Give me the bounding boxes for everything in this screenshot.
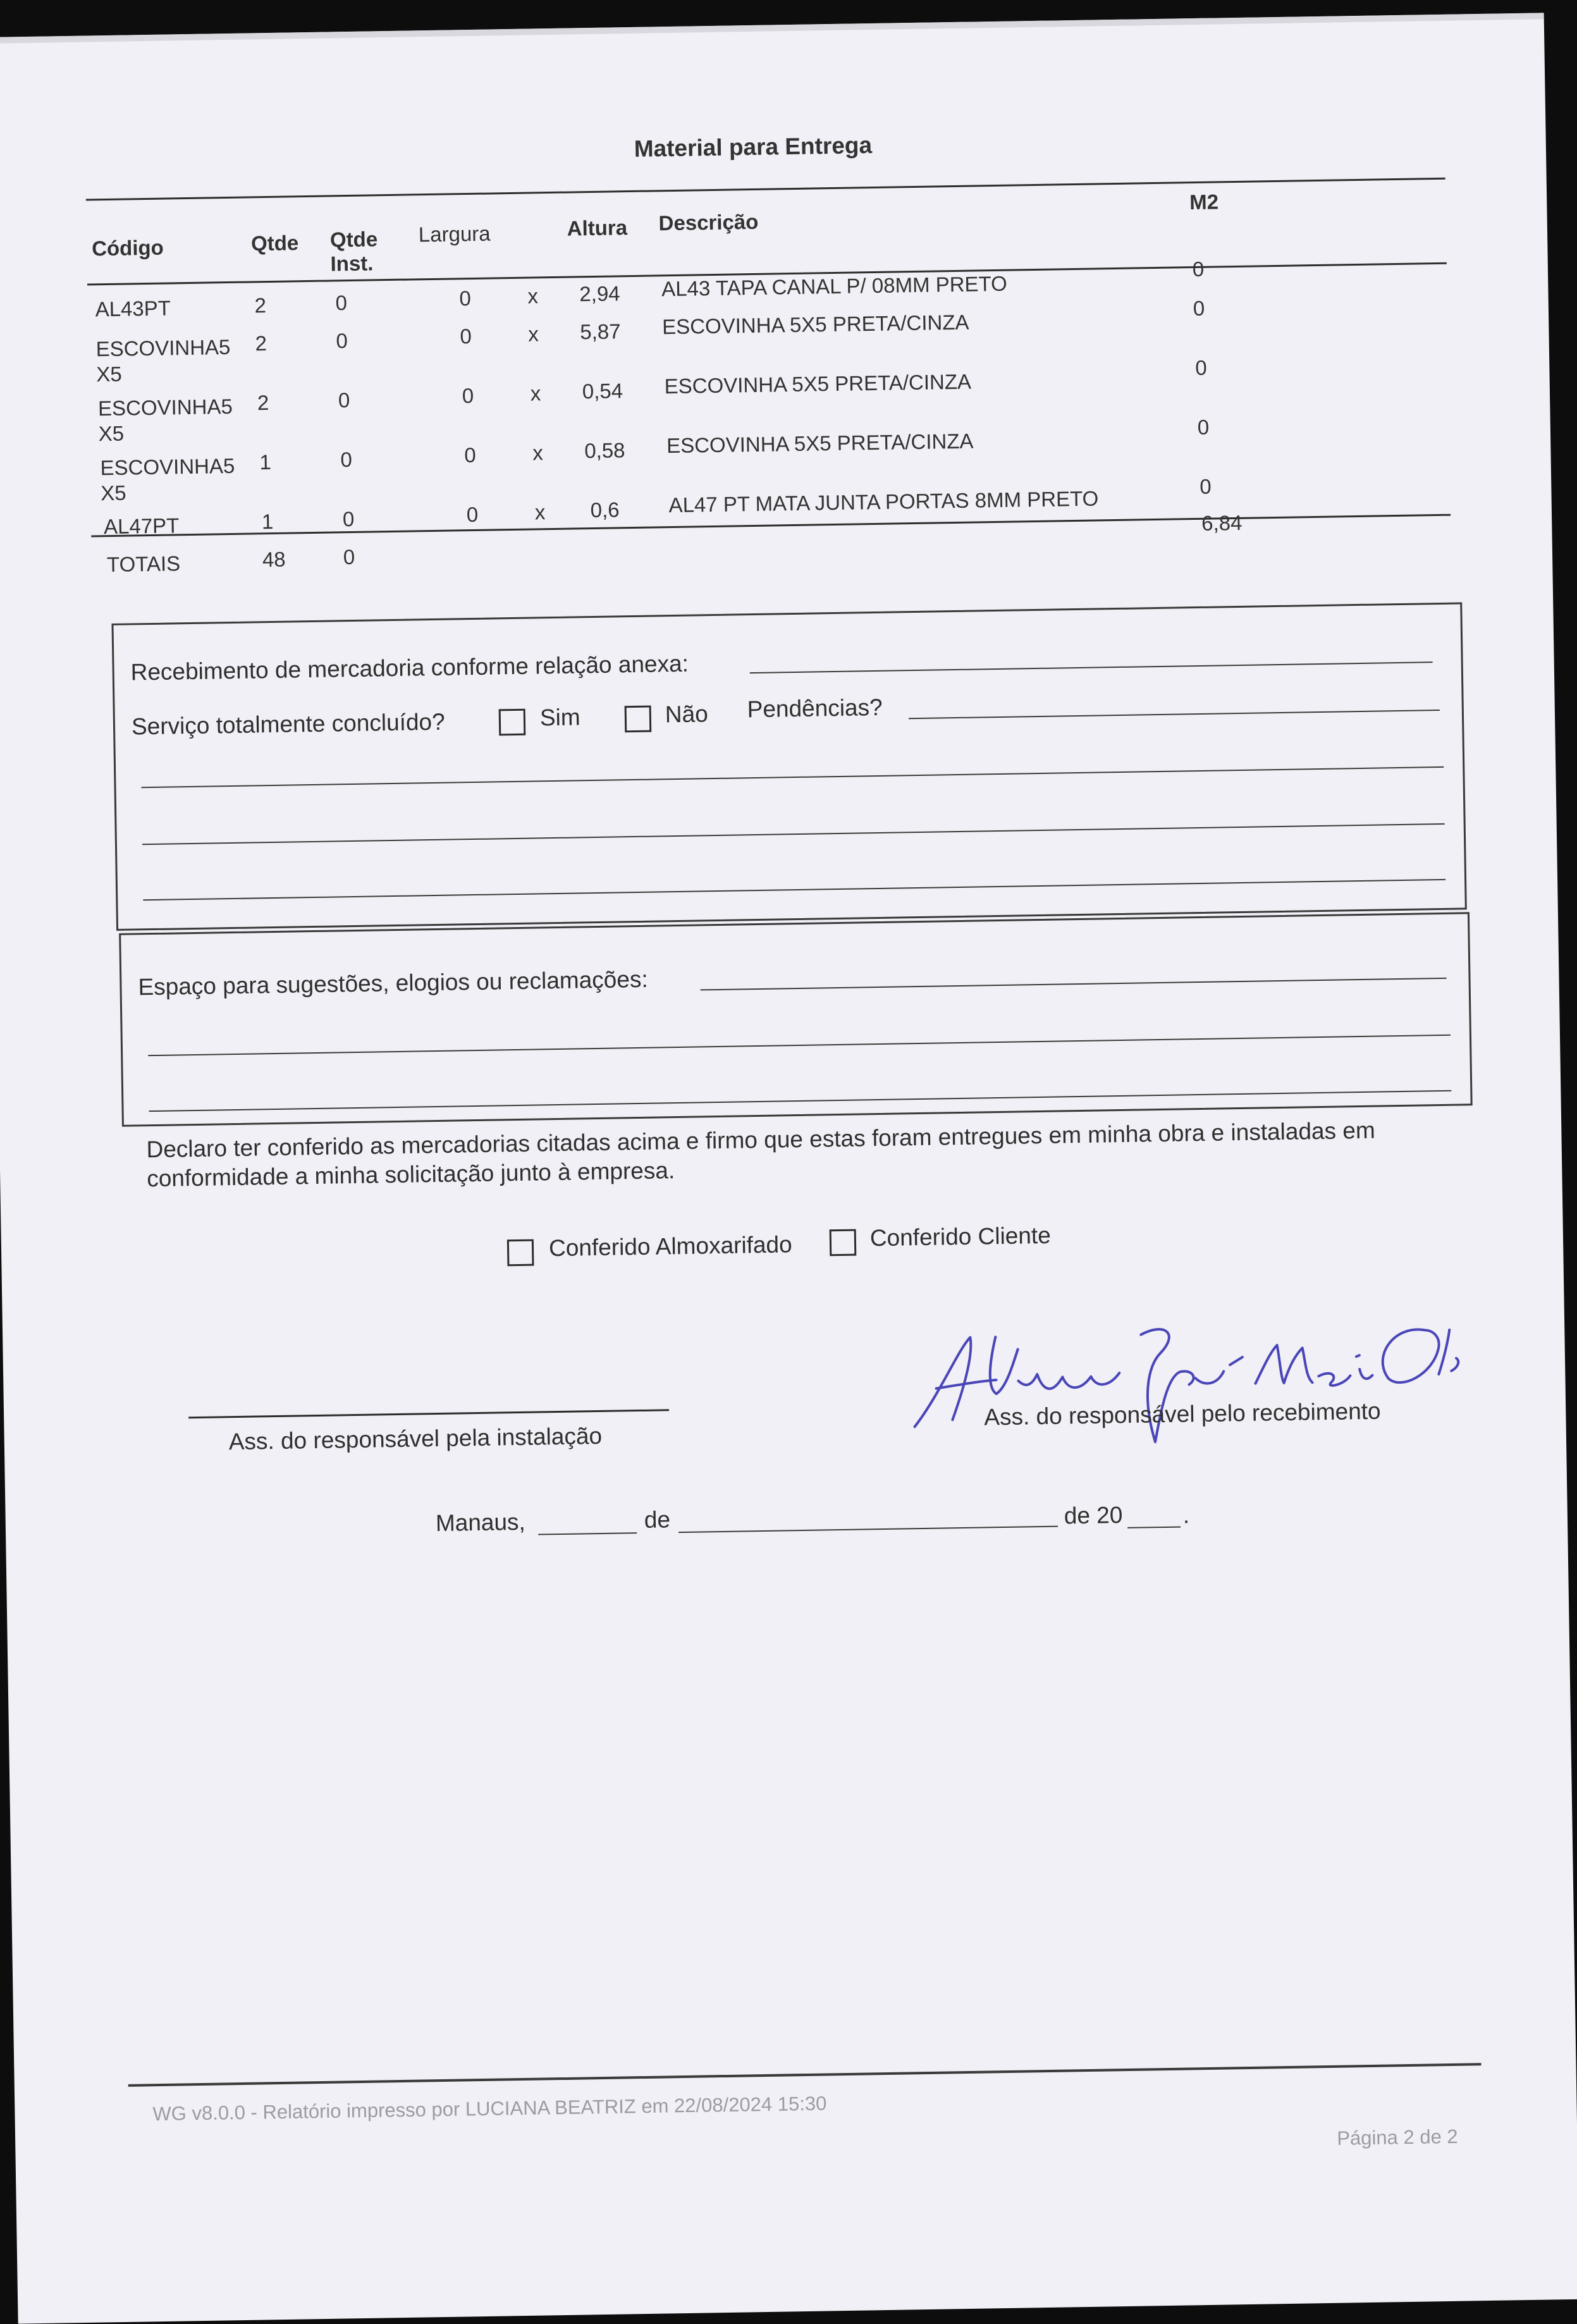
signature-stroke <box>990 1335 1120 1394</box>
conferido-almoxarifado-label: Conferido Almoxarifado <box>548 1231 792 1262</box>
suggestions-box <box>119 912 1473 1127</box>
cell-codigo: AL43PT <box>95 296 171 321</box>
footer-printed-by: WG v8.0.0 - Relatório impresso por LUCIANA BEATRIZ em 22/08/2024 15:30 <box>152 2092 827 2125</box>
cell-altura: 2,94 <box>579 281 620 306</box>
scan-edge <box>0 13 1544 44</box>
footer-page-number: Página 2 de 2 <box>1337 2125 1458 2149</box>
table-totals-rule <box>91 514 1451 538</box>
de-label-2: de 20 <box>1064 1502 1123 1529</box>
receipt-box <box>111 602 1466 930</box>
servico-label: Serviço totalmente concluído? <box>131 708 445 740</box>
nao-label: Não <box>665 701 709 728</box>
cell-x: x <box>528 322 539 346</box>
suggestions-line-2[interactable] <box>148 1035 1451 1056</box>
totals-inst: 0 <box>343 544 355 569</box>
document-page <box>0 13 1577 2323</box>
cell-m2: 0 <box>1197 415 1210 439</box>
pendencias-line-4[interactable] <box>143 879 1445 901</box>
codigo-text: ESCOVINHA5 X5 <box>95 335 231 386</box>
sim-label: Sim <box>539 704 580 731</box>
conferido-almoxarifado-checkbox[interactable] <box>507 1239 534 1267</box>
cell-x: x <box>530 381 541 405</box>
cell-descricao: AL43 TAPA CANAL P/ 08MM PRETO <box>661 271 1008 301</box>
cell-qtde: 2 <box>255 331 267 355</box>
cell-codigo <box>95 335 231 387</box>
header-descricao: Descrição <box>658 209 759 235</box>
header-largura: Largura <box>418 221 491 247</box>
cell-qtde: 1 <box>261 509 274 534</box>
cell-x: x <box>534 500 546 524</box>
totals-label: TOTAIS <box>106 551 181 577</box>
cell-qtde: 1 <box>259 450 272 474</box>
totals-m2: 6,84 <box>1201 510 1243 535</box>
cell-descricao: ESCOVINHA 5X5 PRETA/CINZA <box>664 369 972 398</box>
suggestions-line-3[interactable] <box>149 1090 1452 1112</box>
cell-largura: 0 <box>464 443 476 467</box>
cell-inst: 0 <box>340 447 353 472</box>
header-qtde: Qtde <box>250 231 299 255</box>
year-line[interactable] <box>1127 1527 1181 1528</box>
cell-altura: 0,58 <box>584 438 625 463</box>
conferido-cliente-label: Conferido Cliente <box>869 1222 1052 1251</box>
cell-descricao: ESCOVINHA 5X5 PRETA/CINZA <box>661 310 969 339</box>
day-line[interactable] <box>538 1532 637 1535</box>
header-m2: M2 <box>1189 190 1219 214</box>
cell-m2: 0 <box>1199 474 1212 498</box>
period: . <box>1182 1502 1190 1528</box>
cell-descricao: AL47 PT MATA JUNTA PORTAS 8MM PRETO <box>668 486 1099 517</box>
cell-altura: 0,6 <box>590 498 620 522</box>
installer-signature-line[interactable] <box>188 1409 669 1418</box>
cell-x: x <box>527 284 539 308</box>
cell-altura: 5,87 <box>580 319 621 344</box>
cell-codigo <box>100 453 235 506</box>
recebimento-line[interactable] <box>750 661 1433 673</box>
table-top-rule <box>86 178 1445 201</box>
declaration-text: Declaro ter conferido as mercadorias citadas acima e firmo que estas foram entregues em minha obra e instaladas em conformidade a minha solicitação junto à empresa. <box>146 1117 1376 1192</box>
cell-m2: 0 <box>1195 355 1207 379</box>
receiver-signature-label: Ass. do responsável pelo recebimento <box>984 1398 1381 1430</box>
cell-inst: 0 <box>335 291 348 315</box>
codigo-text: ESCOVINHA5 X5 <box>97 394 233 446</box>
suggestions-line-1[interactable] <box>701 978 1447 991</box>
cell-m2: 0 <box>1192 257 1205 281</box>
cell-largura: 0 <box>462 383 474 408</box>
conferido-cliente-checkbox[interactable] <box>830 1229 857 1257</box>
totals-qtde: 48 <box>262 547 286 572</box>
cell-codigo <box>98 394 233 446</box>
cell-largura: 0 <box>466 502 479 527</box>
sim-checkbox[interactable] <box>499 709 526 736</box>
pendencias-line-3[interactable] <box>142 823 1445 845</box>
header-codigo: Código <box>91 235 164 261</box>
cell-altura: 0,54 <box>582 379 623 403</box>
cell-inst: 0 <box>336 329 348 353</box>
month-line[interactable] <box>678 1526 1058 1533</box>
pendencias-line-2[interactable] <box>142 766 1444 788</box>
document-title: Material para Entrega <box>634 132 873 162</box>
header-qtde-inst: Qtde Inst. <box>329 227 378 276</box>
pendencias-line[interactable] <box>909 710 1440 719</box>
cell-inst: 0 <box>342 507 355 531</box>
cell-qtde: 2 <box>254 293 267 317</box>
cell-largura: 0 <box>460 324 472 348</box>
suggestions-label: Espaço para sugestões, elogios ou reclamações: <box>138 966 648 1000</box>
footer-rule <box>128 2063 1482 2087</box>
codigo-text: ESCOVINHA5 X5 <box>100 453 235 505</box>
cell-largura: 0 <box>459 286 472 310</box>
cell-m2: 0 <box>1193 296 1205 321</box>
signature-stroke <box>1382 1329 1459 1382</box>
cell-x: x <box>532 441 544 465</box>
signature-stroke <box>1255 1344 1373 1387</box>
cell-codigo: AL47PT <box>103 513 180 539</box>
pendencias-label: Pendências? <box>747 694 883 723</box>
recebimento-label: Recebimento de mercadoria conforme relação anexa: <box>130 650 689 686</box>
installer-signature-label: Ass. do responsável pela instalação <box>228 1422 603 1455</box>
cell-qtde: 2 <box>257 391 269 415</box>
cell-descricao: ESCOVINHA 5X5 PRETA/CINZA <box>666 429 974 458</box>
nao-checkbox[interactable] <box>625 706 652 733</box>
cell-inst: 0 <box>338 388 350 412</box>
de-label-1: de <box>644 1506 671 1533</box>
header-altura: Altura <box>567 216 628 240</box>
city-label: Manaus, <box>435 1508 526 1537</box>
